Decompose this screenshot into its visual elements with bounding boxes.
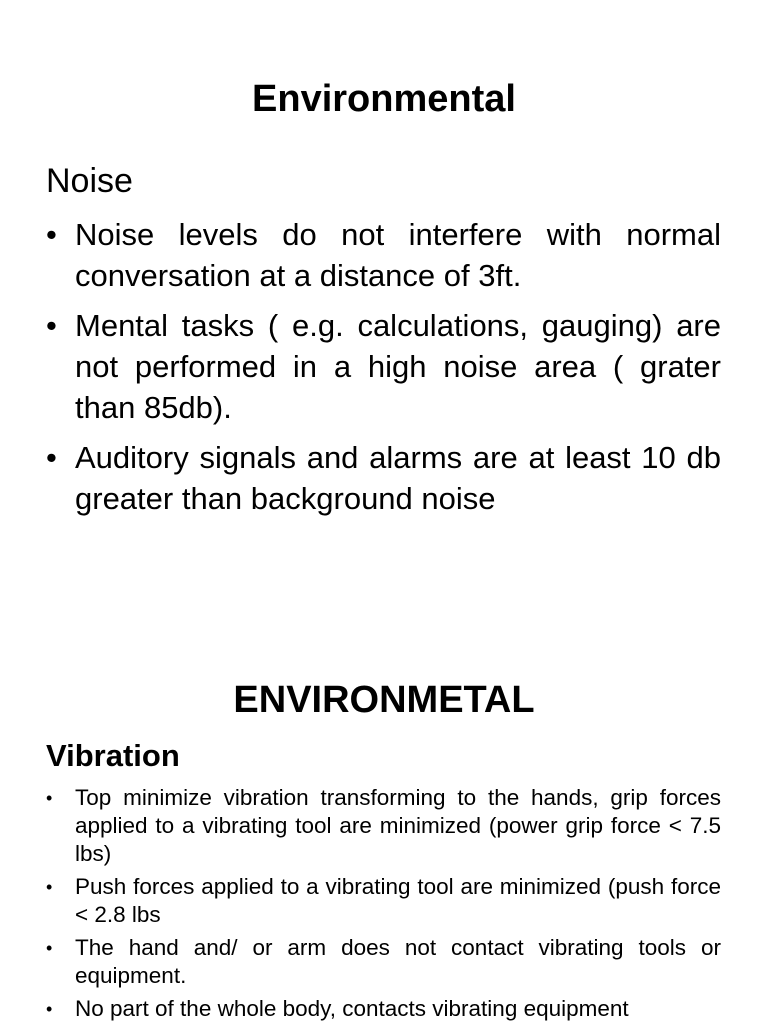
bullet-icon: • <box>46 308 57 343</box>
bullet-icon: • <box>46 217 57 252</box>
bullet-text: Auditory signals and alarms are at least 10 db greater than background noise <box>75 440 721 516</box>
list-item <box>46 873 721 929</box>
section-heading-vibration: Vibration <box>46 738 180 773</box>
bullet-text: Noise levels do not interfere with normal conversation at a distance of 3ft. <box>75 217 721 293</box>
list-item <box>46 934 721 990</box>
bullet-text: Top minimize vibration transforming to the hands, grip forces applied to a vibrating tool are minimized (power grip force < 7.5 lbs) <box>75 785 721 866</box>
slide-title: ENVIRONMETAL <box>233 679 535 721</box>
slide-environmental-vibration <box>0 512 768 1024</box>
slide-title: Environmental <box>252 78 516 120</box>
bullet-icon: • <box>46 440 57 475</box>
section-heading-noise: Noise <box>46 162 133 200</box>
bullet-text: The hand and/ or arm does not contact vibrating tools or equipment. <box>75 935 721 988</box>
bullet-icon: • <box>46 938 53 958</box>
bullet-text: Mental tasks ( e.g. calculations, gauging) are not performed in a high noise area ( grater than 85db). <box>75 308 721 425</box>
vibration-bullet-list <box>46 784 721 1028</box>
bullet-text: No part of the whole body, contacts vibrating equipment <box>75 996 629 1021</box>
list-item <box>46 214 721 296</box>
noise-bullet-list <box>46 214 721 528</box>
bullet-icon: • <box>46 999 53 1019</box>
bullet-icon: • <box>46 788 53 808</box>
bullet-text: Push forces applied to a vibrating tool are minimized (push force < 2.8 lbs <box>75 874 721 927</box>
list-item <box>46 437 721 519</box>
list-item <box>46 784 721 868</box>
list-item <box>46 995 721 1023</box>
bullet-icon: • <box>46 877 53 897</box>
list-item <box>46 305 721 428</box>
